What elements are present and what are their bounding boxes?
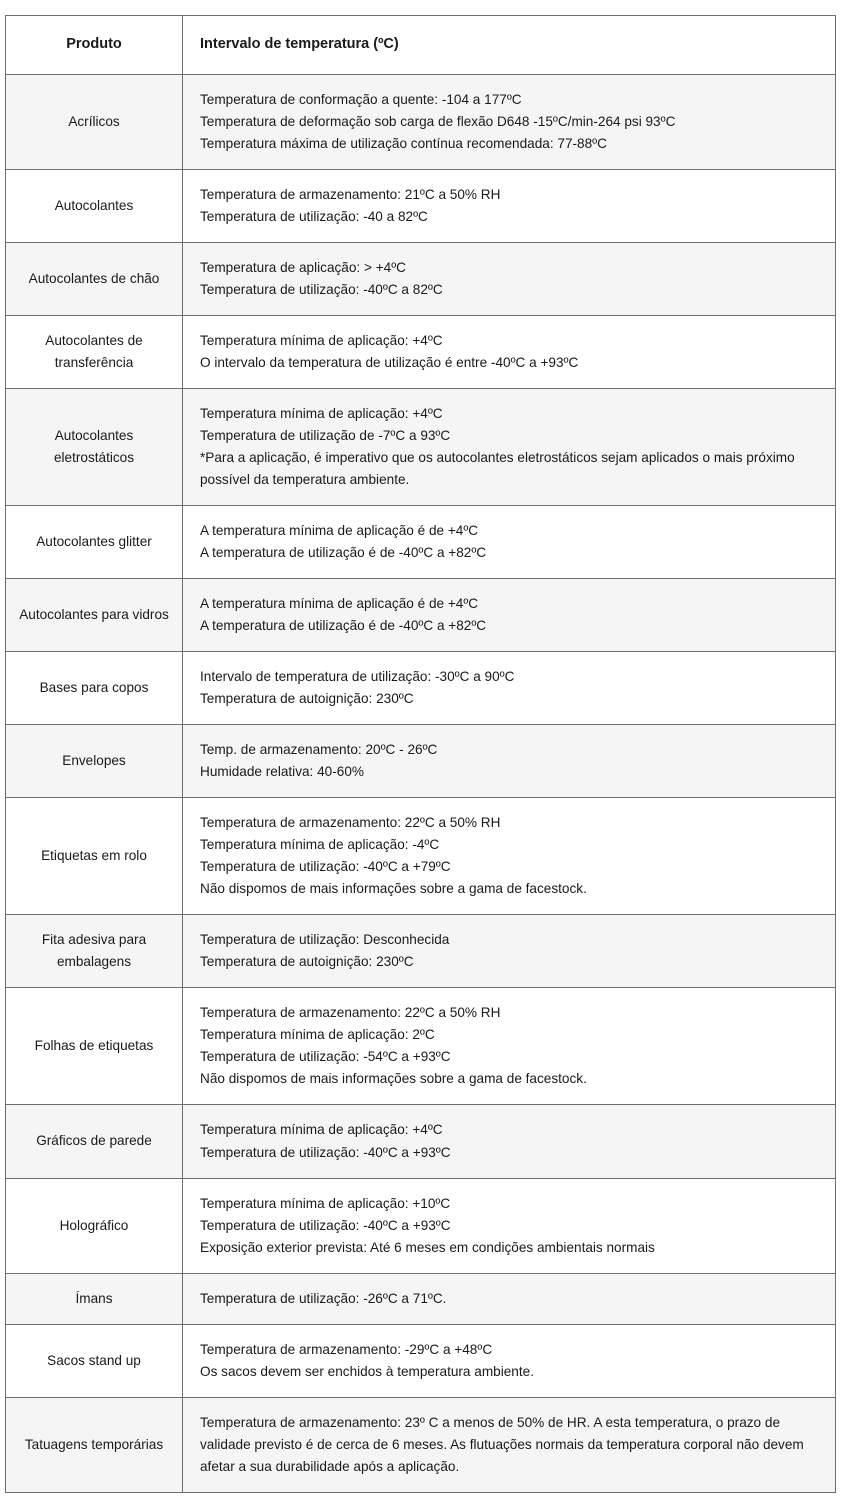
cell-produto [6,75,183,170]
cell-produto [6,652,183,725]
table-header-row [6,16,836,75]
table-row [6,75,836,170]
cell-intervalo [183,915,836,988]
temperature-line: Temp. de armazenamento: 20ºC - 26ºC [200,742,438,758]
temperature-line: Temperatura de utilização: -54ºC a +93ºC [200,1049,451,1065]
temperature-line: A temperatura de utilização é de -40ºC a +82ºC [200,618,487,634]
product-name: Sacos stand up [47,1352,141,1368]
temperature-line: Temperatura de utilização: -40ºC a 82ºC [200,282,443,298]
cell-intervalo [183,652,836,725]
temperature-line: Temperatura mínima de aplicação: -4ºC [200,837,440,853]
temperature-line: Temperatura de armazenamento: -29ºC a +48ºC [200,1341,493,1357]
cell-produto [6,243,183,316]
temperature-line: Temperatura de utilização: -40ºC a +93ºC [200,1217,451,1233]
cell-intervalo [183,506,836,579]
temperature-line: Temperatura de aplicação: > +4ºC [200,260,406,276]
cell-produto [6,506,183,579]
cell-intervalo [183,725,836,798]
cell-produto [6,316,183,389]
cell-produto [6,798,183,915]
cell-intervalo [183,1324,836,1397]
product-name: Folhas de etiquetas [34,1038,154,1054]
cell-intervalo [183,1397,836,1492]
cell-produto [6,1273,183,1324]
table-row [6,1324,836,1397]
cell-intervalo [183,579,836,652]
temperature-line: Temperatura mínima de aplicação: 2ºC [200,1027,435,1043]
product-name: Autocolantes de chão [28,271,160,287]
cell-intervalo [183,389,836,506]
table-row [6,798,836,915]
cell-intervalo [183,1178,836,1273]
product-name: Autocolantes para vidros [19,607,169,623]
column-header-produto: Produto [6,16,183,75]
temperature-line: Os sacos devem ser enchidos à temperatura ambiente. [200,1363,534,1379]
cell-intervalo [183,798,836,915]
product-name: Autocolantes [54,198,134,214]
temperature-line: Temperatura de armazenamento: 21ºC a 50% RH [200,187,501,203]
product-name: Autocolantes eletrostáticos [53,428,135,466]
product-name: Etiquetas em rolo [41,848,147,864]
cell-produto [6,1178,183,1273]
table-header [6,16,836,75]
temperature-line: Temperatura máxima de utilização contínua recomendada: 77-88ºC [200,136,607,152]
cell-produto [6,579,183,652]
table-row [6,1178,836,1273]
temperature-line: A temperatura de utilização é de -40ºC a +82ºC [200,545,487,561]
cell-produto [6,1324,183,1397]
temperature-line: Temperatura de armazenamento: 22ºC a 50% RH [200,1005,501,1021]
product-name: Holográfico [59,1217,129,1233]
cell-intervalo [183,170,836,243]
temperature-line: Temperatura de autoignição: 230ºC [200,954,414,970]
column-header-intervalo: Intervalo de temperatura (ºC) [183,16,836,75]
temperature-line: Intervalo de temperatura de utilização: -30ºC a 90ºC [200,669,515,685]
cell-intervalo [183,988,836,1105]
table-row [6,579,836,652]
temperature-line: Temperatura de utilização: -40ºC a +79ºC [200,859,451,875]
product-name: Envelopes [62,753,126,769]
temperature-line: O intervalo da temperatura de utilização é entre -40ºC a +93ºC [200,355,579,371]
table-row [6,1105,836,1178]
cell-produto [6,915,183,988]
temperature-line: Temperatura de conformação a quente: -104 a 177ºC [200,92,522,107]
cell-produto [6,988,183,1105]
temperature-line: Não dispomos de mais informações sobre a gama de facestock. [200,881,587,897]
table-row [6,389,836,506]
table-row [6,1273,836,1324]
temperature-line: Temperatura de utilização de -7ºC a 93ºC [200,428,451,444]
cell-intervalo [183,1105,836,1178]
temperature-line: Temperatura de armazenamento: 22ºC a 50% RH [200,815,501,831]
table-body [6,75,836,1493]
temperature-line: Temperatura mínima de aplicação: +4ºC [200,406,443,422]
temperature-line: Temperatura de utilização: -40 a 82ºC [200,209,428,225]
cell-intervalo [183,75,836,170]
temperature-line: Temperatura de utilização: -26ºC a 71ºC. [200,1290,447,1306]
table-row [6,652,836,725]
cell-produto [6,1397,183,1492]
temperature-line: Temperatura de utilização: Desconhecida [200,932,450,948]
temperature-line: *Para a aplicação, é imperativo que os autocolantes eletrostáticos sejam aplicados o mais próximo possível da temperatura ambiente. [200,450,795,488]
table-row [6,988,836,1105]
temperature-line: A temperatura mínima de aplicação é de +4ºC [200,596,479,612]
temperature-line: Exposição exterior prevista: Até 6 meses em condições ambientais normais [200,1239,655,1255]
temperature-line: A temperatura mínima de aplicação é de +4ºC [200,523,479,539]
cell-produto [6,725,183,798]
product-name: Autocolantes glitter [36,534,152,550]
table-row [6,170,836,243]
product-temperature-table [5,15,836,1493]
cell-intervalo [183,316,836,389]
cell-intervalo [183,1273,836,1324]
product-name: Tatuagens temporárias [24,1436,164,1452]
temperature-line: Humidade relativa: 40-60% [200,764,364,780]
table-row [6,506,836,579]
product-name: Fita adesiva para embalagens [41,932,147,970]
table-row [6,915,836,988]
temperature-line: Temperatura mínima de aplicação: +4ºC [200,333,443,349]
cell-produto [6,1105,183,1178]
table-row [6,1397,836,1492]
temperature-line: Temperatura de utilização: -40ºC a +93ºC [200,1144,451,1160]
temperature-line: Temperatura de armazenamento: 23º C a menos de 50% de HR. A esta temperatura, o prazo de validade previsto é de cerca de 6 meses. As flutuações normais da temperatura corporal não devem afetar a sua durabilidade após a aplicação. [200,1414,804,1474]
table-row [6,316,836,389]
cell-produto [6,170,183,243]
product-name: Autocolantes de transferência [45,333,143,371]
temperature-line: Temperatura mínima de aplicação: +10ºC [200,1195,451,1211]
temperature-line: Temperatura de deformação sob carga de flexão D648 -15ºC/min-264 psi 93ºC [200,114,676,130]
temperature-line: Não dispomos de mais informações sobre a gama de facestock. [200,1071,587,1087]
cell-produto [6,389,183,506]
product-name: Ímans [75,1290,113,1306]
table-row [6,725,836,798]
product-name: Acrílicos [68,114,120,130]
cell-intervalo [183,243,836,316]
temperature-line: Temperatura mínima de aplicação: +4ºC [200,1122,443,1138]
product-name: Gráficos de parede [36,1133,152,1149]
temperature-line: Temperatura de autoignição: 230ºC [200,691,414,707]
product-name: Bases para copos [39,680,149,696]
table-row [6,243,836,316]
